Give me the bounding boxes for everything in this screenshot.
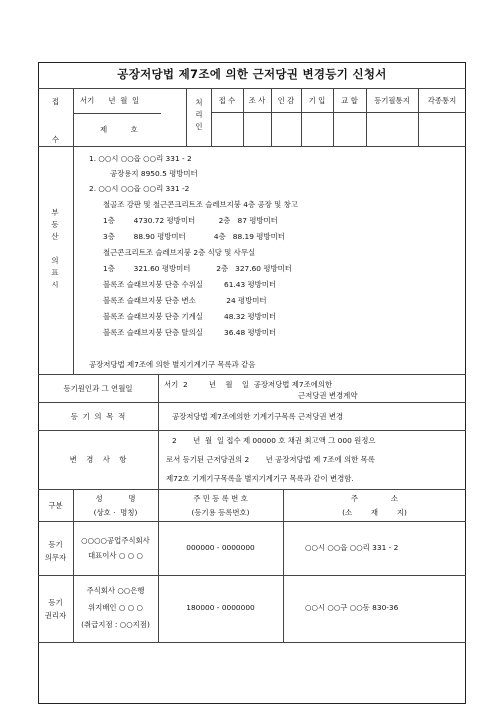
- obligor-name[interactable]: ○○○○공업주식회사: [81, 536, 150, 545]
- parties-col-id: 주 민 등 록 번 호: [193, 494, 248, 503]
- obligor-address[interactable]: ○○시 ○○읍 ○○리 331 - 2: [305, 543, 399, 552]
- obligor-id[interactable]: 000000 - 0000000: [186, 543, 255, 552]
- col-receipt: 접 수: [218, 96, 236, 105]
- form-title: 공장저당법 제7조에 의한 근저당권 변경등기 신청서: [117, 67, 387, 81]
- reception-date-field[interactable]: 서기 년 월 일: [80, 96, 140, 105]
- col-verification: 교 합: [341, 96, 358, 105]
- col-other-notices: 각종통지: [427, 96, 457, 105]
- holder-address[interactable]: ○○시 ○○구 ○○동 830-36: [305, 603, 399, 612]
- holder-manager[interactable]: 위지배인 ○ ○ ○: [88, 603, 143, 612]
- property-line: 블록조 슬래브지붕 단층 변소 24 평방미터: [103, 296, 267, 305]
- property-line: 공장저당법 제7조에 의한 별지기계기구 목록과 같음: [89, 360, 256, 369]
- holder-label: 등기 권리자: [44, 598, 67, 620]
- reception-label-top: 접: [51, 97, 60, 106]
- cause-value-line1[interactable]: 서기 2 년 월 일 공장저당법 제7조에의한: [164, 380, 333, 389]
- parties-col-name: 성 명: [95, 494, 136, 503]
- obligor-label: 등기 의무자: [44, 540, 67, 562]
- col-seal: 인 감: [277, 96, 295, 105]
- changes-line[interactable]: 제72호 기계기구목록을 별지기계기구 목록과 같이 변경함.: [166, 474, 354, 483]
- property-line: 1층 4730.72 평방미터 2층 87 평방미터: [103, 216, 278, 225]
- parties-col-name-sub: (상호 · 명칭): [93, 508, 138, 517]
- changes-line[interactable]: 2 년 월 일 접수 제 00000 호 채권 최고액 그 000 원정으: [172, 436, 376, 445]
- property-line: 3층 88.90 평방미터 4층 88.19 평방미터: [103, 232, 285, 241]
- holder-id[interactable]: 180000 - 0000000: [186, 603, 255, 612]
- holder-name[interactable]: 주식회사 ○○은행: [86, 586, 145, 595]
- purpose-label: 등 기 의 목 적: [70, 412, 126, 421]
- parties-col-address: 주 소: [350, 494, 399, 503]
- property-line: 블록조 슬래브지붕 단층 탈의실 36.48 평방미터: [103, 328, 277, 337]
- parties-col-id-sub: (등기용 등록번호): [191, 508, 250, 517]
- purpose-value[interactable]: 공장저당법 제7조에의한 기계기구목록 근저당권 변경: [172, 412, 344, 421]
- changes-label: 변 경 사 항: [69, 455, 127, 464]
- property-label: 부 동 산 의 표 시: [51, 208, 59, 289]
- col-entry: 기 입: [308, 96, 326, 105]
- property-line: 공장용지 8950.5 평방미터: [110, 169, 198, 178]
- cause-value-line2[interactable]: 근저당권 변경계약: [298, 391, 358, 400]
- reception-label-bottom: 수: [51, 135, 60, 144]
- cause-label: 등기원인과 그 연월일: [63, 384, 133, 393]
- obligor-representative[interactable]: 대표이사 ○ ○ ○: [88, 551, 143, 560]
- parties-col-address-sub: (소 재 지): [342, 508, 407, 517]
- holder-branch[interactable]: (취급지점 : ○○지점): [81, 620, 150, 629]
- col-inspection: 조 사: [248, 96, 266, 105]
- property-line: 2. ○○시 ○○읍 ○○리 331 -2: [89, 184, 190, 193]
- property-line: 철근콘크리트조 슬레브지붕 2층 식당 및 사무실: [103, 248, 256, 257]
- property-line: 1층 321.60 평방미터 2층 327.60 평방미터: [103, 264, 292, 273]
- parties-col-category: 구분: [48, 501, 63, 510]
- property-line: 블록조 슬래브지붕 단층 수위실 61.43 평방미터: [103, 280, 277, 289]
- property-line: 블록조 슬래브지붕 단층 기계실 48.32 평방미터: [103, 312, 277, 321]
- processing-label: 처 리 인: [195, 98, 203, 131]
- property-line: 철골조 강판 및 철근콘크리트조 슬레브지붕 4층 공장 및 창고: [103, 200, 298, 209]
- col-registration-notice: 등기필통지: [374, 96, 410, 105]
- property-line: 1. ○○시 ○○읍 ○○리 331 - 2: [89, 154, 192, 163]
- changes-line[interactable]: 로서 등기된 근저당권의 2 년 공장저당법 제 7조에 의한 목록: [166, 455, 375, 464]
- reception-number-field[interactable]: 제 호: [100, 125, 138, 134]
